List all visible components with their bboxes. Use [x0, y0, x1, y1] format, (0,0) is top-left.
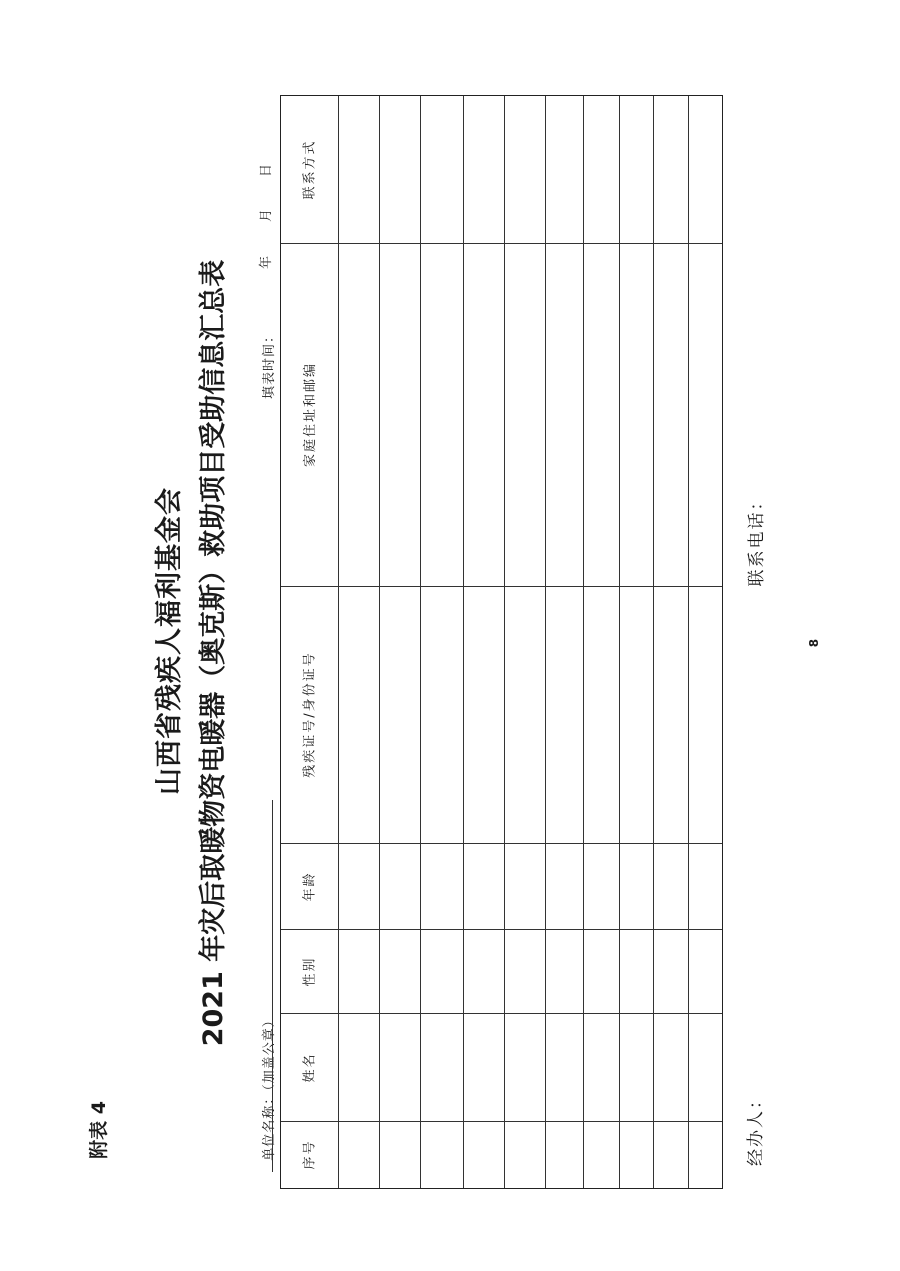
header-cell-contact: 联系方式 [302, 139, 318, 200]
fill-date-month: 月 [259, 208, 274, 223]
info-table [280, 95, 723, 1189]
header-cell-name: 姓名 [302, 1051, 318, 1083]
unit-name-underline [272, 800, 273, 1172]
fill-date-day: 日 [259, 163, 274, 178]
page-number: 8 [807, 638, 821, 648]
phone-label: 联系电话： [747, 491, 767, 587]
fill-date-year: 年 [259, 255, 274, 270]
header-cell-serial: 序号 [302, 1139, 318, 1170]
fill-date-label: 填表时间： [262, 329, 277, 400]
handler-label: 经办人： [746, 1090, 766, 1166]
header-cell-address: 家庭住址和邮编 [302, 361, 318, 468]
header-cell-gender: 性别 [302, 955, 318, 987]
attachment-label: 附表 4 [88, 1101, 110, 1159]
page-subtitle: 2021 年灾后取暖物资电暖器（奥克斯）救助项目受助信息汇总表 [198, 259, 229, 1047]
unit-name-label: 单位名称：（加盖公章） [262, 1013, 277, 1161]
header-cell-age: 年龄 [302, 870, 318, 902]
page-title: 山西省残疾人福利基金会 [154, 487, 185, 795]
header-cell-id-number: 残疾证号/身份证号 [302, 651, 318, 778]
